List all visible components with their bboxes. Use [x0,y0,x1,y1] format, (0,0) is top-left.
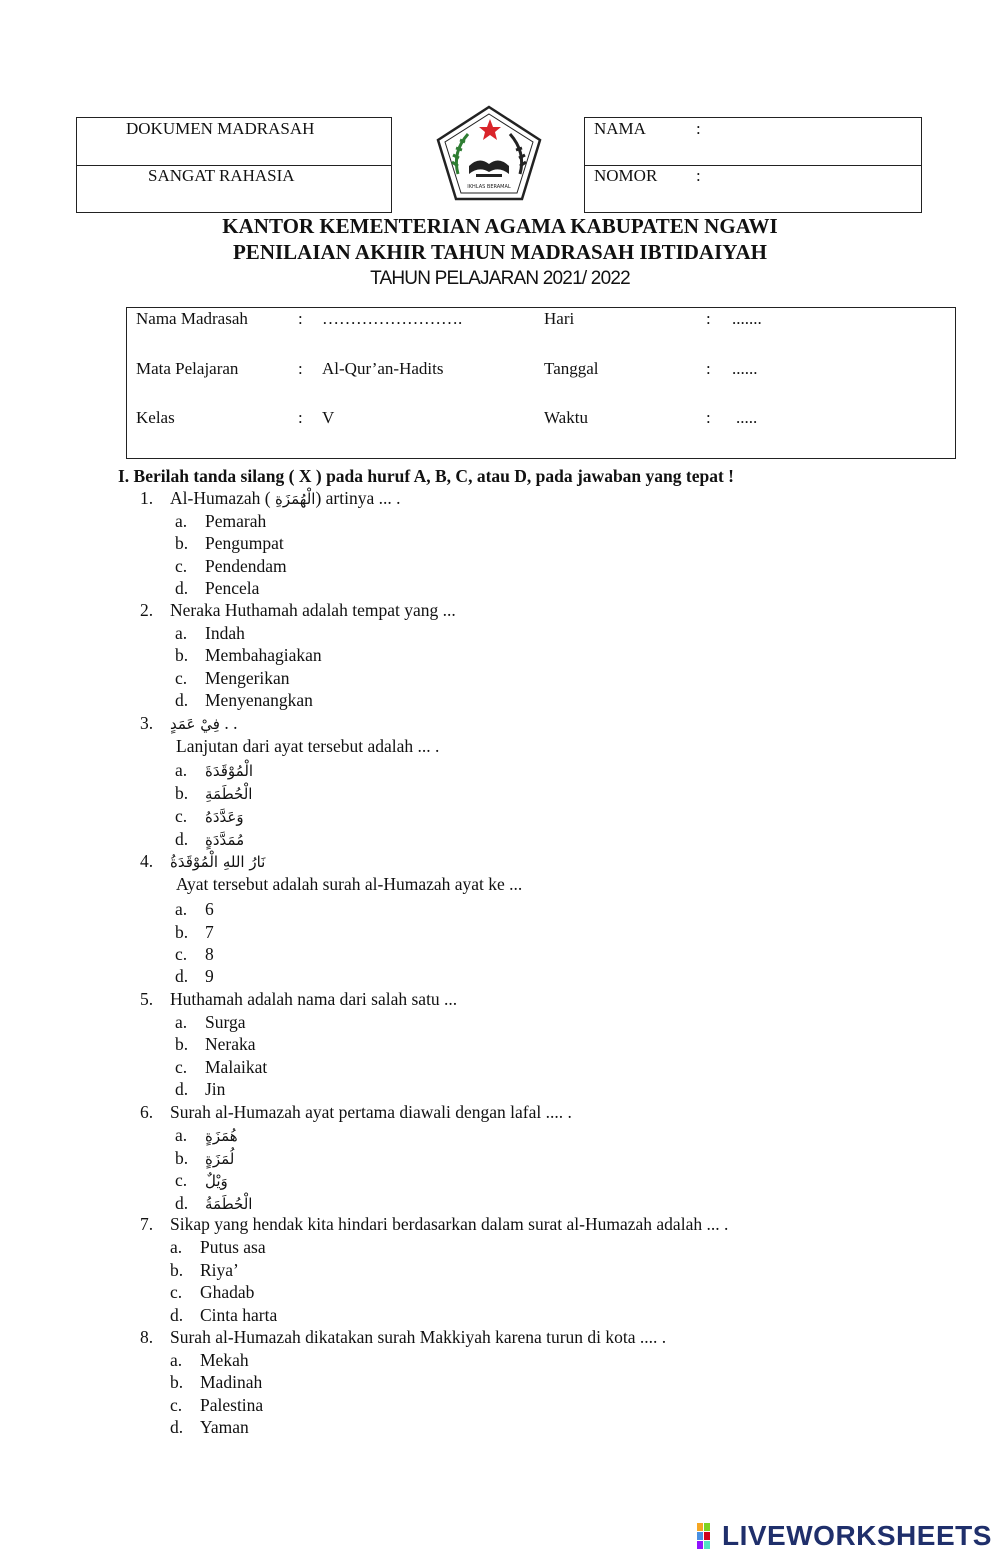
option[interactable] [170,1417,249,1438]
info-label: Mata Pelajaran [136,359,239,378]
option[interactable] [175,944,214,965]
arabic-text: الْهُمَزَةِ [274,490,316,508]
question-text: . . [219,713,238,733]
option[interactable] [175,1148,234,1169]
option[interactable] [175,783,252,804]
info-sep-2: : [706,359,711,378]
option-letter: d. [170,1417,184,1437]
option-text: Mekah [200,1350,249,1370]
option-arabic: الْحُطَمَةِ [205,785,253,803]
option-text: 8 [205,944,214,964]
kemenag-logo [434,104,544,202]
info-sep-2: : [706,408,711,427]
option-arabic: الْمُوْقَدَةَ [205,762,254,780]
option[interactable] [175,1193,252,1214]
option-arabic: لُمَزَةٍ [205,1150,235,1168]
option-letter: d. [175,1193,189,1213]
option-letter: c. [170,1395,183,1415]
question [140,851,265,872]
info-box [126,307,956,459]
option[interactable] [175,966,214,987]
option-arabic: وَعَدَّدَهُ [205,808,244,826]
info-value-2: ...... [732,359,758,378]
question [140,1214,728,1235]
option-letter: d. [175,966,189,986]
question-text: Surah al-Humazah dikatakan surah Makkiyah karena turun di kota .... . [170,1327,667,1347]
question-text: Huthamah adalah nama dari salah satu ... [170,989,458,1009]
option[interactable] [170,1237,266,1258]
option-letter: a. [175,623,188,643]
option-letter: b. [175,1034,189,1054]
info-label: Kelas [136,408,175,427]
option[interactable] [175,806,244,827]
option-letter: c. [175,806,188,826]
option-letter: a. [175,899,188,919]
secret-label: SANGAT RAHASIA [148,166,295,185]
option-text: Indah [205,623,245,643]
info-value-2: ....... [732,309,762,328]
info-value: V [322,408,335,427]
info-sep: : [298,359,303,378]
option[interactable] [175,668,290,689]
option-letter: a. [170,1350,183,1370]
question-number: 1. [140,488,154,508]
option[interactable] [175,578,259,599]
question-number: 3. [140,713,154,733]
option-text: 9 [205,966,214,986]
option[interactable] [170,1260,239,1281]
option-text: Membahagiakan [205,645,322,665]
option-letter: a. [175,1012,188,1032]
option-text: Surga [205,1012,246,1032]
question-number: 2. [140,600,154,620]
option-text: 6 [205,899,214,919]
option[interactable] [175,1170,228,1191]
option-text: Madinah [200,1372,263,1392]
nama-label: NAMA [594,119,646,138]
option-letter: c. [175,668,188,688]
liveworksheets-logo-icon [697,1523,719,1551]
option-letter: c. [175,1057,188,1077]
option[interactable] [175,922,214,943]
instruction: I. Berilah tanda silang ( X ) pada huruf A, B, C, atau D, pada jawaban yang tepat ! [118,466,735,486]
question-text: Sikap yang hendak kita hindari berdasarkan dalam surat al-Humazah adalah ... . [170,1214,729,1234]
question [140,1327,666,1348]
question-text: ) artinya ... . [315,488,401,508]
title-line-2: PENILAIAN AKHIR TAHUN MADRASAH IBTIDAIYAH [232,240,768,264]
option[interactable] [170,1282,254,1303]
option-letter: c. [175,556,188,576]
option[interactable] [175,533,284,554]
question-number: 6. [140,1102,154,1122]
option-text: 7 [205,922,214,942]
info-sep-2: : [706,309,711,328]
question-number: 4. [140,851,154,871]
option[interactable] [175,1057,267,1078]
option-letter: a. [175,760,188,780]
option-text: Mengerikan [205,668,290,688]
option[interactable] [170,1395,263,1416]
question-text: Al-Humazah ( [170,488,271,508]
question [140,1102,572,1123]
info-label-2: Hari [544,309,575,328]
option-text: Putus asa [200,1237,266,1257]
footer-brand[interactable]: LIVEWORKSHEETS [722,1520,992,1551]
option-letter: d. [175,829,189,849]
option-text: Pendendam [205,556,287,576]
option-text: Pemarah [205,511,267,531]
option[interactable] [175,760,253,781]
option[interactable] [175,1012,246,1033]
option-letter: b. [175,1148,189,1168]
question-number: 7. [140,1214,154,1234]
option-letter: c. [175,1170,188,1190]
option[interactable] [175,645,322,666]
option-arabic: الْحُطَمَةُ [205,1195,253,1213]
option[interactable] [175,623,245,644]
option-arabic: وَيْلٌ [205,1172,228,1190]
arabic-text: فِيْ عَمَدٍ [170,715,220,733]
info-label-2: Tanggal [544,359,599,378]
option-text: Jin [205,1079,226,1099]
option-text: Palestina [200,1395,264,1415]
option-text: Cinta harta [200,1305,278,1325]
question [140,600,456,621]
option-text: Pencela [205,578,260,598]
option-text: Menyenangkan [205,690,313,710]
option-text: Riya’ [200,1260,239,1280]
info-label: Nama Madrasah [136,309,248,328]
option[interactable] [170,1372,262,1393]
option[interactable] [175,511,266,532]
option-letter: b. [170,1260,184,1280]
question-number: 5. [140,989,154,1009]
nomor-label: NOMOR [594,166,658,185]
question [140,713,237,734]
info-sep: : [298,408,303,427]
option-letter: d. [175,690,189,710]
option[interactable] [170,1305,277,1326]
option[interactable] [175,1079,225,1100]
option-text: Pengumpat [205,533,284,553]
option-letter: d. [175,578,189,598]
option-letter: b. [175,533,189,553]
info-label-2: Waktu [544,408,588,427]
option-letter: c. [170,1282,183,1302]
question-text: Surah al-Humazah ayat pertama diawali dengan lafal .... . [170,1102,572,1122]
info-value: ……………………. [322,309,463,328]
question [140,989,457,1010]
option[interactable] [175,556,287,577]
info-value: Al-Qur’an-Hadits [322,359,444,378]
question-subtext: Lanjutan dari ayat tersebut adalah ... . [176,736,440,756]
option-text: Yaman [200,1417,249,1437]
option[interactable] [175,829,244,850]
option-text: Neraka [205,1034,256,1054]
doc-madrasah-label: DOKUMEN MADRASAH [126,119,315,138]
arabic-text: نَارُ اللهِ الْمُوْقَدَةُ [170,853,266,871]
option[interactable] [170,1350,249,1371]
option-letter: d. [175,1079,189,1099]
question-text: Neraka Huthamah adalah tempat yang ... [170,600,456,620]
option-letter: a. [175,511,188,531]
info-value-2: ..... [736,408,758,427]
nomor-sep: : [696,166,701,185]
title-line-1: KANTOR KEMENTERIAN AGAMA KABUPATEN NGAWI [222,214,778,238]
title-line-3: TAHUN PELAJARAN 2021/ 2022 [370,268,630,289]
question-subtext: Ayat tersebut adalah surah al-Humazah ayat ke ... [176,874,523,894]
option-arabic: مُمَدَّدَةٍ [205,831,245,849]
option[interactable] [175,690,313,711]
option-letter: c. [175,944,188,964]
option[interactable] [175,1125,238,1146]
option-letter: d. [170,1305,184,1325]
option-arabic: هُمَزَةٍ [205,1127,238,1145]
question [140,488,400,509]
option-letter: a. [170,1237,183,1257]
option[interactable] [175,899,214,920]
option-letter: b. [175,922,189,942]
option-letter: b. [175,645,189,665]
option-text: Malaikat [205,1057,268,1077]
logo-caption: IKHLAS BERAMAL [467,184,511,190]
question-number: 8. [140,1327,154,1347]
option-text: Ghadab [200,1282,255,1302]
option-letter: b. [170,1372,184,1392]
option[interactable] [175,1034,256,1055]
info-sep: : [298,309,303,328]
option-letter: a. [175,1125,188,1145]
nama-sep: : [696,119,701,138]
option-letter: b. [175,783,189,803]
